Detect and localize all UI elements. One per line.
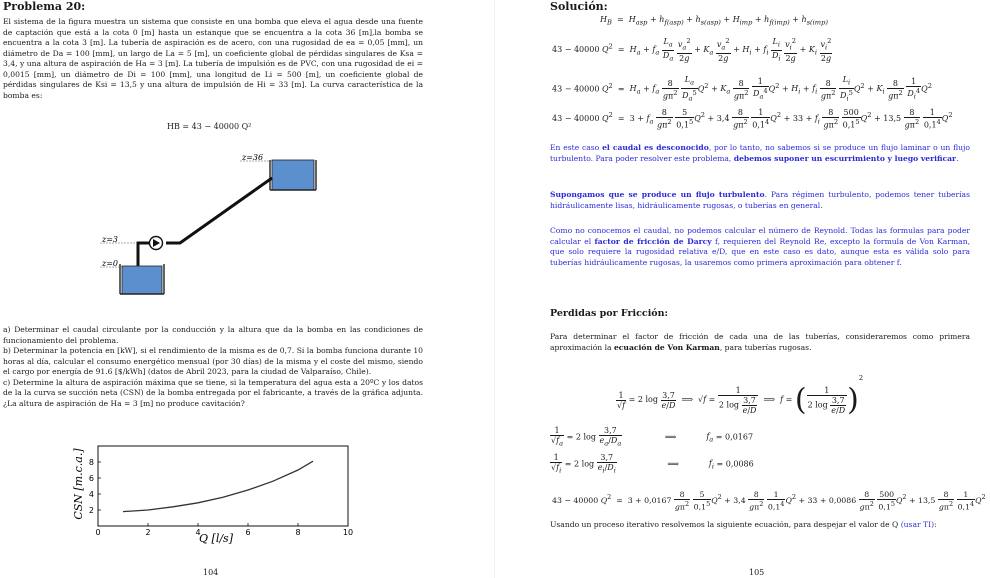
solution-title: Solución: — [550, 0, 608, 13]
csn-y-tick-label: 6 — [88, 474, 94, 483]
equation-von-karman: $\frac{1}{√f}$ = 2 log $\frac{3,7}{e/D}$ ⟹ √f = 1 2 log $\frac{3,7}{e/D}$ ⟹ f = ( 1 2 log $\frac{3,7}{e/D}$ )$^2$ — [617, 374, 864, 418]
label-z0: z=0 — [102, 259, 119, 268]
csn-x-tick-label: 8 — [295, 528, 301, 537]
question-a: a) Determinar el caudal circulante por la conducción y la altura que da la bomba en las condiciones de funcionamiento del problema. — [3, 325, 423, 345]
pump-curve-equation: HB = 43 − 40000 Q² — [167, 122, 252, 131]
page-number-left: 104 — [203, 568, 219, 577]
csn-y-axis-label: CSN [m.c.a.] — [72, 448, 85, 520]
paragraph-turbulent-assumption: Supongamos que se produce un flujo turbulento. Para régimen turbulento, podemos tener tuberías hidráulicamente lisas, hidráulicamente rugosas, o tuberías en general. — [550, 190, 970, 210]
csn-x-tick-label: 10 — [342, 528, 354, 537]
label-z3: z=3 — [102, 235, 119, 244]
question-c: c) Determine la altura de aspiración máxima que se tiene, si la temperatura del agua esta a 20ºC y los datos de la la curva se succión neta (CSN) de la bomba entregada por el fabricante, a través de la gráfica adjunta. ¿La altura de aspiración de Ha = 3 [m] no produce cavitación? — [3, 377, 423, 408]
discharge-pipe — [166, 178, 272, 243]
equation-velocities: 43 − 40000 $Q^2 = H_a + f_a$ $\frac{L_a}{D_a}$ $\frac{v_a^2}{2g}$ + $K_a$ $\frac{v_a^2}{2g}$ + $H_i + f_i$ $\frac{L_i}{D_i}$ $\frac{v_i^2}{2g}$ + $K_i$ $\frac{v_i^2}{2g}$ — [552, 37, 832, 63]
left-page — [0, 0, 494, 578]
csn-chart — [68, 442, 368, 546]
equation-hb-components: $H_B = H_{asp} + h_{f(asp)} + h_{s(asp)} + H_{imp} + h_{f(imp)} + h_{s(imp)}$ — [600, 15, 828, 27]
page-divider — [494, 0, 495, 578]
lower-tank — [122, 266, 162, 294]
paragraph-unknown-flow: En este caso el caudal es desconocido, por lo tanto, no sabemos si se produce un flujo laminar o un flujo turbulento. Para poder resolver este problema, debemos suponer un escurrimiento y luego verificar. — [550, 143, 970, 163]
page-number-right: 105 — [749, 568, 765, 577]
problem-statement: El sistema de la figura muestra un sistema que consiste en una bomba que eleva el agua desde una fuente de captación que está a la cota 0 [m] hasta un estanque que se encuentra a la cota 36 [m],la bomba se encuentra a la cota 3 [m]. La tubería de aspiración es de acero, con una rugosidad de ea = 0,05 [mm], un diámetro de Da = 100 [mm], un largo de La = 5 [m], un coeficiente global de pérdidas singulares de Ksa = 3,4, y una altura de aspiración de Ha = 3 [m]. La tubería de impulsión es de PVC, con una rugosidad de ei = 0,0015 [mm], un diámetro de Di = 100 [mm], una longitud de Li = 500 [m], un coeficiente global de pérdidas singulares de Ksi = 13,5 y una altura de impulsión de Hi = 33 [m]. La curva característica de la bomba es: — [3, 17, 423, 100]
csn-y-tick-label: 4 — [88, 490, 94, 499]
equation-numeric: 43 − 40000 $Q^2 = 3 + f_a$ $\frac{8}{g\pi^2}$ $\frac{5}{0,1^5}$ $Q^2 + 3,4$ $\frac{8}{g\pi^2}$ $\frac{1}{0,1^4}$ $Q^2 + 33 + f_i$ $\frac{8}{g\pi^2}$ $\frac{500}{0,1^5}$ $Q^2 + 13,5$ $\frac{8}{g\pi^2}$ $\frac{1}{0,1^4}$ $Q^2$ — [552, 108, 953, 130]
label-z36: z=36 — [242, 153, 264, 162]
paragraph-darcy-factor: Como no conocemos el caudal, no podemos calcular el número de Reynold. Todas las formulas para poder calcular el factor de fricción de Darcy f, requieren del Reynold Re, excepto la formula de Von Karman, que solo requiere la rugosidad relativa e/D, que en este caso es dato, aunque esta es válida solo para tuberías hidráulicamente rugosas, la usaremos como primera aproximación para obtener f. — [550, 226, 970, 267]
questions-list — [3, 325, 423, 409]
equation-fa: $\frac{1}{√f_a}$ = 2 log $\frac{3,7}{e_a/D_a}$ ⟹ $f_a = 0,0167$ — [551, 426, 754, 448]
csn-y-tick-label: 2 — [88, 506, 94, 515]
right-page — [496, 0, 990, 578]
csn-x-tick-label: 4 — [195, 528, 201, 537]
csn-x-axis-label: Q [l/s] — [199, 532, 233, 545]
equation-flow-form: 43 − 40000 $Q^2 = H_a + f_a$ $\frac{8}{g\pi^2}$ $\frac{L_a}{D_a^5}$ $Q^2 + K_a$ $\frac{8}{g\pi^2}$ $\frac{1}{D_a^4}$ $Q^2 + H_i + f_i$ $\frac{8}{g\pi^2}$ $\frac{L_i}{D_i^5}$ $Q^2 + K_i$ $\frac{8}{g\pi^2}$ $\frac{1}{D_i^4}$ $Q^2$ — [552, 75, 932, 103]
section-friction-losses: Perdidas por Fricción: — [550, 308, 669, 319]
csn-y-tick-label: 8 — [88, 458, 94, 467]
csn-x-tick-label: 0 — [95, 528, 101, 537]
system-figure — [90, 148, 340, 298]
paragraph-iterative: Usando un proceso iterativo resolvemos la siguiente ecuación, para despejar el valor de Q (usar TI): — [550, 520, 937, 529]
csn-series-line-0 — [123, 461, 313, 511]
csn-x-tick-label: 6 — [245, 528, 251, 537]
paragraph-von-karman: Para determinar el factor de fricción de cada una de las tuberías, consideraremos como primera aproximación la ecuación de Von Karman, para tuberías rugosas. — [550, 332, 970, 352]
upper-tank — [272, 160, 314, 190]
csn-x-tick-label: 2 — [145, 528, 151, 537]
problem-title: Problema 20: — [3, 0, 86, 13]
csn-plot-frame — [98, 446, 348, 526]
question-b: b) Determinar la potencia en [kW], si el rendimiento de la misma es de 0,7. Si la bomba funciona durante 10 horas al día, calcular el consumo energético mensual (por 30 días) de la misma y el coste del mismo, siendo el cargo por energía de 91.6 [$/kWh] (datos de Abril 2023, para la ciudad de Valparaíso, Chile). — [3, 346, 423, 376]
equation-final: 43 − 40000 $Q^2 = 3 + 0,0167$ $\frac{8}{g\pi^2}$ $\frac{5}{0,1^5}$ $Q^2 + 3,4$ $\frac{8}{g\pi^2}$ $\frac{1}{0,1^4}$ $Q^2 + 33 + 0,0086$ $\frac{8}{g\pi^2}$ $\frac{500}{0,1^5}$ $Q^2 + 13,5$ $\frac{8}{g\pi^2}$ $\frac{1}{0,1^4}$ $Q^2$ — [552, 490, 986, 512]
equation-fi: $\frac{1}{√f_i}$ = 2 log $\frac{3,7}{e_i/D_i}$ ⟹ $f_i = 0,0086$ — [551, 453, 754, 475]
